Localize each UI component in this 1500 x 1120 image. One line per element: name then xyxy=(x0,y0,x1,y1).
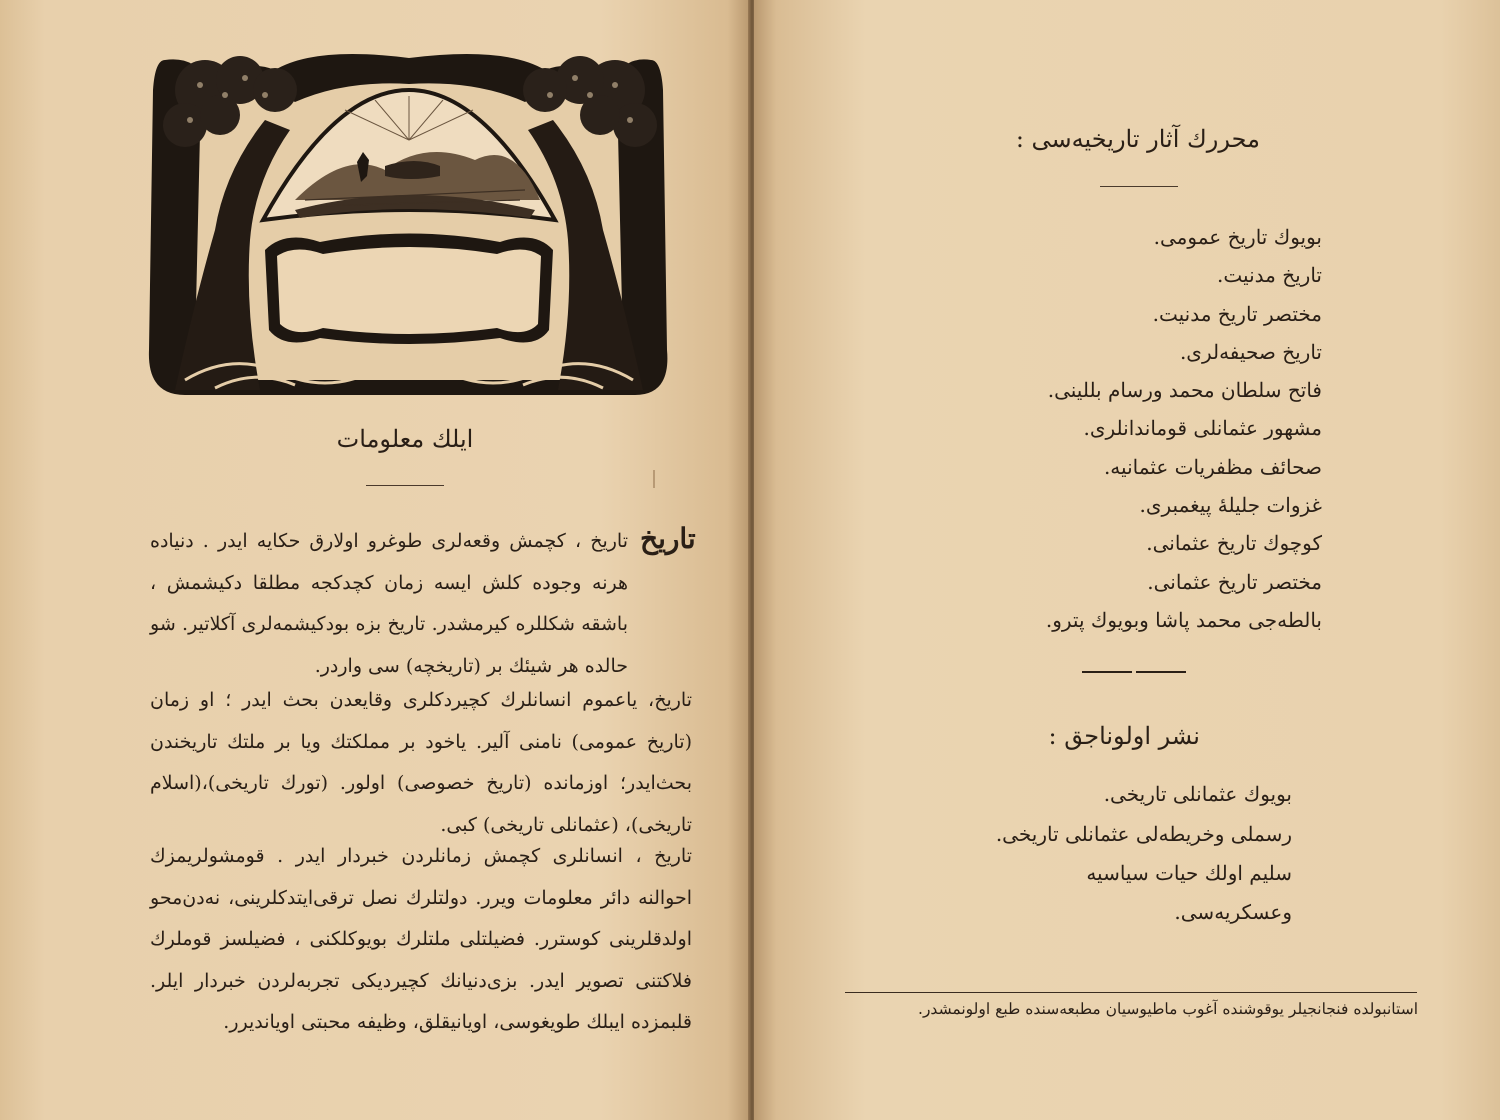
list-item: مشهور عثمانلی قوماندانلری. xyxy=(1083,416,1322,441)
list-item: صحائف مظفریات عثمانیه. xyxy=(1103,454,1322,479)
forthcoming-heading: نشر اولوناجق : xyxy=(1048,722,1200,750)
list-item: بویوك عثمانلی تاریخی. xyxy=(1103,782,1292,806)
footer-divider xyxy=(845,992,1417,993)
works-list xyxy=(1030,218,1322,639)
list-item: رسملی وخریطه‌لی عثمانلی تاریخی. xyxy=(995,821,1292,846)
works-heading: محررك آثار تاریخیه‌سی : xyxy=(1015,125,1260,153)
page-title: ایلك معلومات xyxy=(336,425,474,453)
divider xyxy=(366,485,444,486)
ornamental-vignette xyxy=(145,50,673,400)
double-divider xyxy=(1082,671,1186,673)
printer-colophon: استانبولده فنجانجیلر یوقوشنده آغوب ماطیوسیان مطبعه‌سنده طبع اولونمشدر. xyxy=(918,1000,1418,1018)
list-item: مختصر تاریخ مدنیت. xyxy=(1152,301,1322,326)
list-item: تاریخ صحیفه‌لری. xyxy=(1179,339,1322,364)
list-item: غزوات جلیلهٔ پیغمبری. xyxy=(1139,493,1322,518)
list-item: فاتح سلطان محمد ورسام بللینی. xyxy=(1047,378,1322,403)
paragraph-1: تاریخ ، کچمش وقعه‌لری طوغرو اولارق حکایه ایدر . دنیاده هرنه وجوده کلش ایسه زمان کچدکجه مطلقا دکیشمش ، باشقه شکللره کیرمشدر. تاریخ بزه بودکیشمه‌لری آکلاتیر. شو حالده هر شیئك بر (تاریخچه) سی واردر. xyxy=(150,530,628,677)
margin-heading: تاریخ xyxy=(640,522,696,555)
list-item: سلیم اولك حیات سیاسیه وعسکریه‌سی. xyxy=(1086,861,1292,924)
list-item: تاریخ مدنیت. xyxy=(1217,263,1322,288)
list-item: مختصر تاریخ عثمانی. xyxy=(1147,569,1322,594)
paragraph-3: تاریخ ، انسانلری کچمش زمانلردن خبردار ایدر . قومشولریمزك احوالنه دائر معلومات ویرر. دولتلرك نصل ترقی‌ایتدکلرینی، نه‌دن‌محو اولدقلرینی کوسترر. فضیلتلی ملتلرك بویوکلکنی ، فضیلسز قوملرك فلاکتنی تصویر ایدر. بزی‌دنیانك کچیردیکی تجربه‌لردن خبردار ایلر. قلبمزده ایبلك طویغوسی، اویانیقلق، وظیفه محبتی اویاندیرر. xyxy=(150,845,692,1033)
divider xyxy=(1100,186,1178,187)
list-item: بالطه‌جی محمد پاشا وبویوك پترو. xyxy=(1045,607,1322,632)
paragraph-2: تاریخ، یاعموم انسانلرك کچیردکلری وقایعدن بحث ایدر ؛ او زمان (تاریخ عمومی) نامنی آلیر. یاخود بر مملکتك ویا بر ملتك تاریخندن بحث‌ایدر؛ اوزمانده (تاریخ خصوصی) اولور. (تورك تاریخی)،(اسلام تاریخی)، (عثمانلی تاریخی) کبی. xyxy=(150,689,692,836)
list-item: کوچوك تاریخ عثمانی. xyxy=(1146,531,1322,556)
forthcoming-list xyxy=(990,775,1292,924)
pencil-mark xyxy=(653,470,655,488)
list-item: بویوك تاریخ عمومی. xyxy=(1153,225,1322,249)
